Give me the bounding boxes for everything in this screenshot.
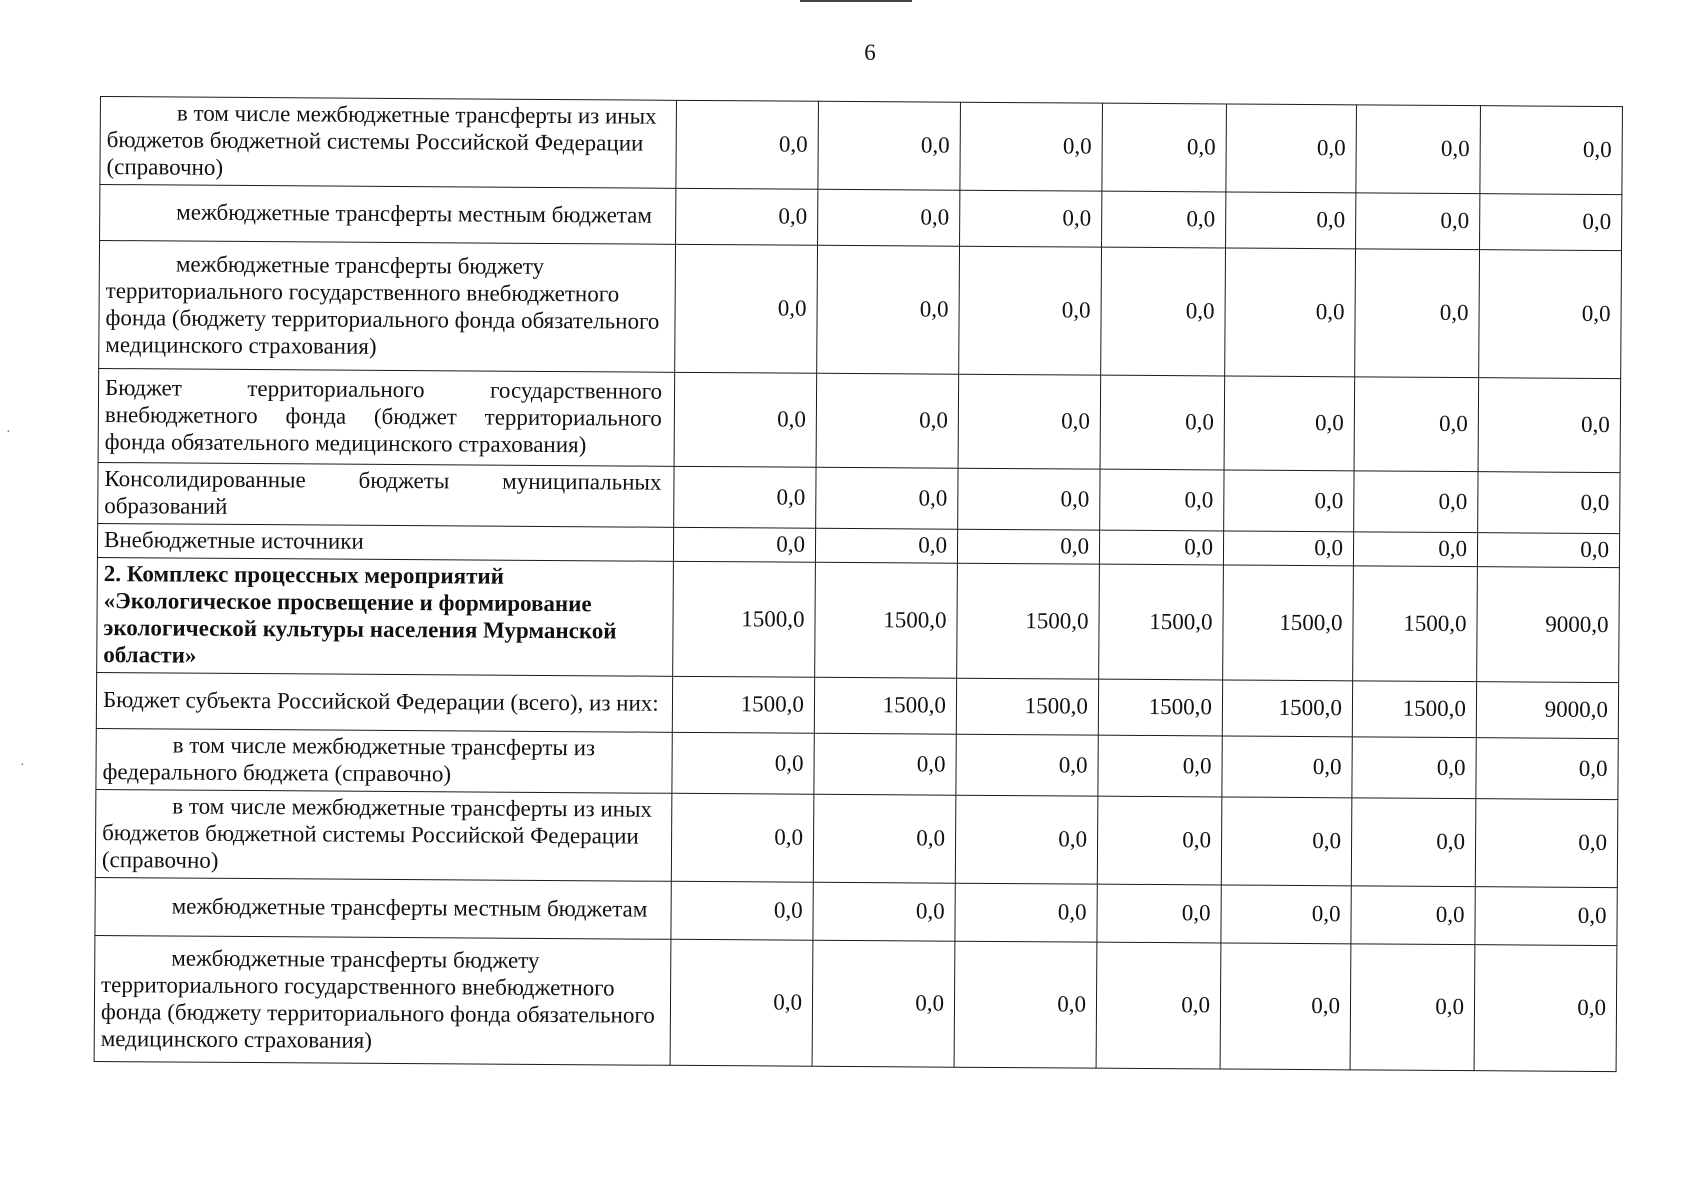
row-year-value: 0,0 <box>1354 471 1478 533</box>
row-total-value: 0,0 <box>1478 378 1621 473</box>
row-year-value: 1500,0 <box>673 561 816 677</box>
table-row <box>99 241 1622 379</box>
row-label: межбюджетные трансферты бюджету территориального государственного внебюджетного фонда (бюджету территориального фонда обязательного медицинского страхования) <box>99 241 676 373</box>
table-row <box>98 462 1620 533</box>
row-year-value: 0,0 <box>818 101 961 190</box>
row-year-value: 0,0 <box>960 190 1102 247</box>
row-year-value: 0,0 <box>1098 735 1222 797</box>
table-row <box>100 185 1622 251</box>
row-year-value: 0,0 <box>1356 105 1481 194</box>
table-row <box>97 557 1620 682</box>
row-year-value: 0,0 <box>815 528 957 563</box>
row-year-value: 0,0 <box>672 732 814 794</box>
row-year-value: 0,0 <box>816 467 958 529</box>
row-label: в том числе межбюджетные трансферты из иных бюджетов бюджетной системы Российской Федерации (справочно) <box>95 789 672 881</box>
row-total-value: 0,0 <box>1479 250 1622 379</box>
row-total-value: 0,0 <box>1480 106 1623 195</box>
row-total-value: 0,0 <box>1475 887 1617 946</box>
row-total-value: 0,0 <box>1476 738 1618 800</box>
row-year-value: 0,0 <box>960 102 1103 191</box>
row-year-value: 0,0 <box>670 939 813 1066</box>
row-total-value: 0,0 <box>1477 533 1619 568</box>
row-label: Бюджет субъекта Российской Федерации (всего), из них: <box>96 672 672 732</box>
row-year-value: 0,0 <box>1351 798 1476 887</box>
row-year-value: 0,0 <box>1102 103 1227 192</box>
row-year-value: 0,0 <box>1354 377 1479 472</box>
budget-table <box>94 96 1623 1072</box>
row-year-value: 1500,0 <box>1222 680 1352 737</box>
row-label: Внебюджетные источники <box>97 523 673 561</box>
row-year-value: 0,0 <box>958 374 1101 469</box>
row-year-value: 0,0 <box>1099 530 1223 565</box>
row-year-value: 0,0 <box>1224 470 1354 532</box>
row-year-value: 0,0 <box>1097 884 1221 943</box>
row-year-value: 0,0 <box>956 734 1098 796</box>
row-year-value: 0,0 <box>674 466 816 528</box>
row-year-value: 0,0 <box>959 246 1102 375</box>
table-row <box>96 728 1618 799</box>
row-label: Бюджет территориального государственного внебюджетного фонда (бюджет территориального фонда обязательного медицинского страхования) <box>98 368 675 466</box>
row-year-value: 0,0 <box>818 189 960 246</box>
row-year-value: 0,0 <box>1097 796 1222 885</box>
row-label: межбюджетные трансферты бюджету территориального государственного внебюджетного фонда (бюджету территориального фонда обязательного медицинского страхования) <box>94 935 671 1065</box>
row-year-value: 1500,0 <box>672 676 814 733</box>
row-year-value: 1500,0 <box>814 677 956 734</box>
table-row <box>100 97 1623 195</box>
row-year-value: 0,0 <box>674 372 817 467</box>
row-year-value: 0,0 <box>958 468 1100 530</box>
row-year-value: 0,0 <box>1356 193 1480 250</box>
row-year-value: 0,0 <box>1220 943 1351 1070</box>
page-number: 6 <box>864 40 876 65</box>
row-year-value: 0,0 <box>1350 944 1475 1071</box>
row-label: межбюджетные трансферты местным бюджетам <box>100 185 676 245</box>
row-year-value: 0,0 <box>1355 249 1480 378</box>
row-label: Консолидированные бюджеты муниципальных образований <box>98 462 674 527</box>
row-year-value: 1500,0 <box>1353 566 1478 682</box>
table-row <box>95 877 1617 945</box>
table-row <box>94 935 1617 1071</box>
table-row <box>95 789 1618 887</box>
row-year-value: 0,0 <box>813 882 955 941</box>
row-label: межбюджетные трансферты местным бюджетам <box>95 877 671 939</box>
row-label: 2. Комплекс процессных мероприятий «Экологическое просвещение и формирование экологической культуры населения Мурманской области» <box>97 557 674 676</box>
row-year-value: 0,0 <box>1224 376 1355 471</box>
row-year-value: 0,0 <box>955 883 1097 942</box>
row-year-value: 1500,0 <box>1099 564 1224 680</box>
row-total-value: 9000,0 <box>1477 567 1620 683</box>
row-year-value: 0,0 <box>1096 942 1221 1069</box>
row-label: в том числе межбюджетные трансферты из иных бюджетов бюджетной системы Российской Федерации (справочно) <box>100 97 677 189</box>
row-year-value: 0,0 <box>1221 797 1352 886</box>
row-total-value: 0,0 <box>1474 945 1617 1072</box>
table-row <box>96 672 1618 738</box>
scan-artifact: · <box>20 758 25 773</box>
row-year-value: 0,0 <box>812 940 955 1067</box>
row-year-value: 0,0 <box>1225 248 1356 377</box>
table-row <box>98 368 1621 472</box>
row-year-value: 0,0 <box>1221 885 1351 944</box>
row-year-value: 0,0 <box>1353 532 1477 567</box>
row-year-value: 0,0 <box>1102 191 1226 248</box>
row-year-value: 0,0 <box>957 529 1099 564</box>
row-year-value: 0,0 <box>1100 375 1225 470</box>
row-year-value: 1500,0 <box>1352 681 1476 738</box>
row-year-value: 1500,0 <box>1223 565 1354 681</box>
row-year-value: 1500,0 <box>1098 679 1222 736</box>
row-total-value: 9000,0 <box>1476 682 1618 739</box>
row-year-value: 0,0 <box>1226 104 1357 193</box>
row-total-value: 0,0 <box>1478 472 1620 534</box>
row-year-value: 0,0 <box>954 941 1097 1068</box>
row-year-value: 0,0 <box>1226 192 1356 249</box>
row-year-value: 0,0 <box>816 373 959 468</box>
row-year-value: 0,0 <box>676 100 819 189</box>
row-total-value: 0,0 <box>1480 194 1622 251</box>
scan-artifact: · <box>6 425 11 440</box>
row-year-value: 0,0 <box>1100 469 1224 531</box>
row-year-value: 0,0 <box>676 188 818 245</box>
row-year-value: 0,0 <box>1101 247 1226 376</box>
scan-top-mark <box>800 0 912 2</box>
row-year-value: 0,0 <box>813 794 956 883</box>
row-year-value: 0,0 <box>673 527 815 562</box>
row-label: в том числе межбюджетные трансферты из федерального бюджета (справочно) <box>96 728 672 793</box>
row-year-value: 1500,0 <box>815 562 958 678</box>
row-year-value: 0,0 <box>1352 737 1476 799</box>
row-total-value: 0,0 <box>1475 799 1618 888</box>
row-year-value: 0,0 <box>1223 531 1353 566</box>
row-year-value: 0,0 <box>1222 736 1352 798</box>
row-year-value: 0,0 <box>814 733 956 795</box>
row-year-value: 0,0 <box>817 245 960 374</box>
row-year-value: 0,0 <box>675 244 818 373</box>
row-year-value: 0,0 <box>1351 886 1475 945</box>
row-year-value: 1500,0 <box>957 563 1100 679</box>
row-year-value: 0,0 <box>671 793 814 882</box>
row-year-value: 0,0 <box>671 881 813 940</box>
row-year-value: 1500,0 <box>956 678 1098 735</box>
row-year-value: 0,0 <box>955 795 1098 884</box>
